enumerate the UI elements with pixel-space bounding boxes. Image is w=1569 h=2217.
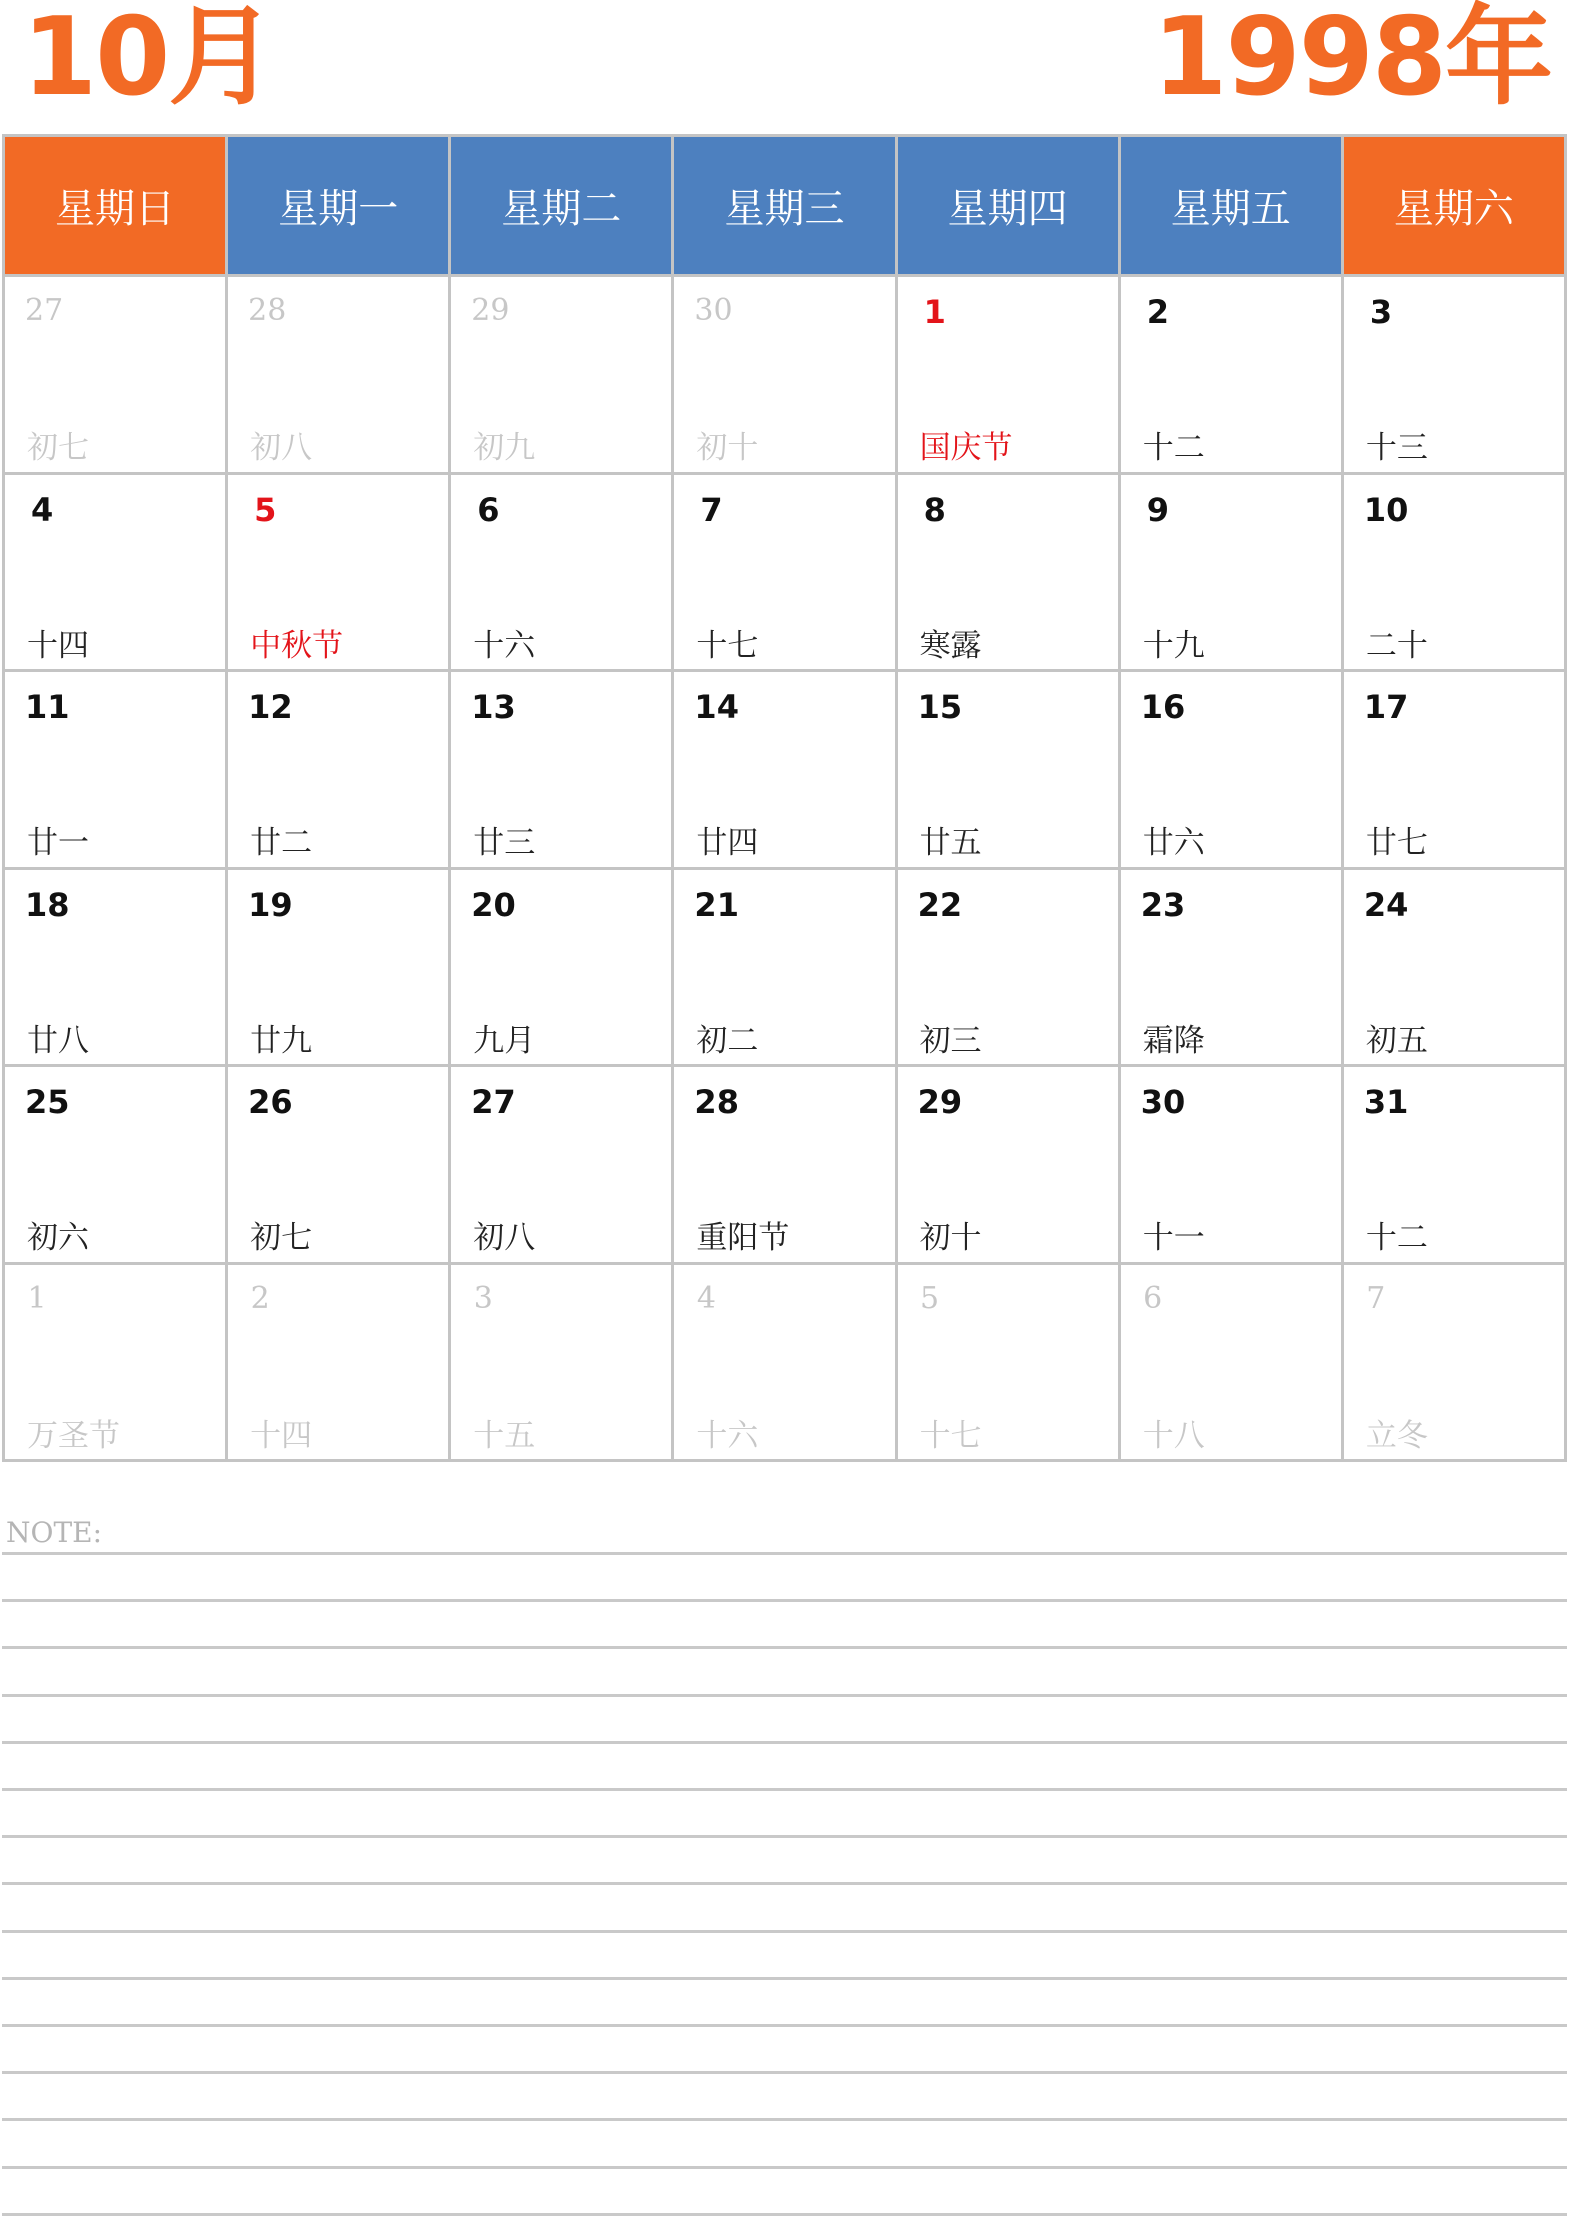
day-cell[interactable] <box>674 475 894 670</box>
day-number: 6 <box>477 490 500 529</box>
note-line <box>2 1788 1567 1791</box>
lunar-date: 廿七 <box>1365 825 1428 862</box>
lunar-date: 二十 <box>1365 627 1428 664</box>
day-cell[interactable] <box>5 475 225 670</box>
day-number: 30 <box>694 293 733 328</box>
note-line <box>2 2024 1567 2027</box>
note-line <box>2 1741 1567 1744</box>
weekday-header: 星期五 <box>1121 137 1341 274</box>
day-cell[interactable] <box>228 672 448 867</box>
day-number: 8 <box>923 490 946 529</box>
day-cell[interactable] <box>1344 870 1564 1065</box>
day-number: 10 <box>1363 490 1409 529</box>
day-cell[interactable] <box>451 870 671 1065</box>
day-cell[interactable] <box>451 475 671 670</box>
calendar-grid <box>2 134 1567 1462</box>
day-cell[interactable] <box>1121 1265 1341 1460</box>
day-number: 2 <box>1146 293 1169 331</box>
day-number: 1 <box>923 293 946 331</box>
day-number: 1 <box>27 1280 47 1316</box>
lunar-date: 初六 <box>27 1220 89 1257</box>
day-number: 4 <box>31 490 54 529</box>
day-number: 23 <box>1140 885 1186 924</box>
weekday-header: 星期三 <box>674 137 894 274</box>
day-number: 22 <box>917 885 963 924</box>
weekday-header: 星期六 <box>1344 137 1564 274</box>
lunar-date: 廿五 <box>919 825 982 862</box>
lunar-date: 初十 <box>696 430 759 467</box>
day-cell[interactable] <box>1344 277 1564 472</box>
lunar-date: 廿八 <box>27 1022 89 1059</box>
lunar-date: 初三 <box>919 1022 982 1059</box>
lunar-date: 十七 <box>919 1417 982 1454</box>
day-cell[interactable] <box>1344 672 1564 867</box>
note-line <box>2 1882 1567 1885</box>
day-cell[interactable] <box>1121 870 1341 1065</box>
day-cell[interactable] <box>451 672 671 867</box>
lunar-date: 十八 <box>1142 1417 1205 1454</box>
day-number: 25 <box>25 1083 70 1121</box>
day-cell[interactable] <box>1121 277 1341 472</box>
note-line <box>2 2118 1567 2121</box>
day-number: 28 <box>694 1083 739 1121</box>
day-cell[interactable] <box>674 1067 894 1262</box>
lunar-date: 初五 <box>1365 1022 1428 1059</box>
day-cell[interactable] <box>228 277 448 472</box>
note-line <box>2 1977 1567 1980</box>
day-cell[interactable] <box>898 672 1118 867</box>
lunar-date: 廿二 <box>250 825 313 862</box>
lunar-date: 十九 <box>1142 627 1205 664</box>
lunar-date: 初七 <box>27 430 89 467</box>
day-cell[interactable] <box>1121 475 1341 670</box>
day-cell[interactable] <box>1344 1067 1564 1262</box>
note-line <box>2 2166 1567 2169</box>
day-cell[interactable] <box>1344 475 1564 670</box>
day-number: 26 <box>248 1083 293 1121</box>
lunar-date: 十三 <box>1365 430 1428 467</box>
day-cell[interactable] <box>1121 1067 1341 1262</box>
holiday-label: 国庆节 <box>919 430 1013 467</box>
lunar-date: 十二 <box>1365 1220 1428 1257</box>
month-title: 10月 <box>22 0 275 120</box>
day-number: 13 <box>471 688 516 726</box>
lunar-date: 廿四 <box>696 825 759 862</box>
day-cell[interactable] <box>228 870 448 1065</box>
day-cell[interactable] <box>228 1067 448 1262</box>
day-cell[interactable] <box>5 277 225 472</box>
day-number: 15 <box>917 688 963 726</box>
day-number: 18 <box>25 885 70 924</box>
day-number: 28 <box>248 293 287 328</box>
lunar-date: 十二 <box>1142 430 1205 467</box>
day-cell[interactable] <box>451 1067 671 1262</box>
lunar-date: 立冬 <box>1365 1417 1428 1454</box>
weekday-header: 星期一 <box>228 137 448 274</box>
lunar-date: 十四 <box>27 627 89 664</box>
day-cell[interactable] <box>5 870 225 1065</box>
lunar-date: 初八 <box>250 430 313 467</box>
day-number: 24 <box>1363 885 1409 924</box>
day-cell[interactable] <box>674 277 894 472</box>
lunar-date: 十六 <box>696 1417 759 1454</box>
day-number: 6 <box>1143 1280 1163 1316</box>
note-line <box>2 2213 1567 2216</box>
lunar-date: 霜降 <box>1142 1022 1205 1059</box>
lunar-date: 十五 <box>473 1417 536 1454</box>
note-line <box>2 1930 1567 1933</box>
day-number: 7 <box>700 490 723 529</box>
note-line <box>2 1835 1567 1838</box>
day-cell[interactable] <box>898 870 1118 1065</box>
weekday-header: 星期二 <box>451 137 671 274</box>
lunar-date: 十六 <box>473 627 536 664</box>
day-cell[interactable] <box>898 1067 1118 1262</box>
lunar-date: 十七 <box>696 627 759 664</box>
day-number: 19 <box>248 885 293 924</box>
day-number: 2 <box>250 1280 270 1316</box>
note-line <box>2 1599 1567 1602</box>
weekday-header: 星期四 <box>898 137 1118 274</box>
day-number: 11 <box>25 688 70 726</box>
day-number: 29 <box>917 1083 963 1121</box>
day-cell[interactable] <box>5 672 225 867</box>
day-number: 5 <box>920 1280 940 1316</box>
day-number: 5 <box>254 490 277 529</box>
day-cell[interactable] <box>5 1265 225 1460</box>
lunar-date: 寒露 <box>919 627 982 664</box>
lunar-date: 初八 <box>473 1220 536 1257</box>
day-number: 17 <box>1363 688 1409 726</box>
note-line <box>2 1694 1567 1697</box>
day-number: 12 <box>248 688 293 726</box>
lunar-date: 十四 <box>250 1417 313 1454</box>
year-title: 1998年 <box>1152 0 1551 120</box>
day-number: 3 <box>473 1280 493 1316</box>
day-number: 31 <box>1363 1083 1409 1121</box>
lunar-date: 廿九 <box>250 1022 313 1059</box>
note-line <box>2 2071 1567 2074</box>
lunar-date: 初九 <box>473 430 536 467</box>
day-number: 14 <box>694 688 739 726</box>
note-label: NOTE: <box>6 1516 103 1549</box>
day-number: 4 <box>696 1280 716 1316</box>
day-cell[interactable] <box>451 277 671 472</box>
day-cell[interactable] <box>228 1265 448 1460</box>
day-cell[interactable] <box>898 1265 1118 1460</box>
day-number: 20 <box>471 885 516 924</box>
day-number: 21 <box>694 885 739 924</box>
lunar-date: 初十 <box>919 1220 982 1257</box>
day-cell[interactable] <box>1344 1265 1564 1460</box>
weekday-header: 星期日 <box>5 137 225 274</box>
lunar-date: 廿六 <box>1142 825 1205 862</box>
day-number: 9 <box>1146 490 1169 529</box>
day-cell[interactable] <box>674 870 894 1065</box>
day-number: 3 <box>1369 293 1393 331</box>
note-line <box>2 1552 1567 1555</box>
lunar-date: 初七 <box>250 1220 313 1257</box>
day-cell[interactable] <box>5 1067 225 1262</box>
day-number: 16 <box>1140 688 1186 726</box>
note-line <box>2 1646 1567 1649</box>
day-cell[interactable] <box>1121 672 1341 867</box>
day-number: 27 <box>25 293 64 328</box>
day-cell[interactable] <box>674 1265 894 1460</box>
day-number: 30 <box>1140 1083 1186 1121</box>
day-number: 29 <box>471 293 510 328</box>
lunar-date: 万圣节 <box>27 1417 120 1454</box>
day-cell[interactable] <box>451 1265 671 1460</box>
lunar-date: 重阳节 <box>696 1220 790 1257</box>
day-cell[interactable] <box>228 475 448 670</box>
holiday-label: 中秋节 <box>250 627 344 664</box>
lunar-date: 十一 <box>1142 1220 1205 1257</box>
lunar-date: 廿三 <box>473 825 536 862</box>
day-cell[interactable] <box>898 475 1118 670</box>
lunar-date: 廿一 <box>27 825 89 862</box>
lunar-date: 九月 <box>473 1022 536 1059</box>
day-cell[interactable] <box>898 277 1118 472</box>
day-number: 27 <box>471 1083 516 1121</box>
day-number: 7 <box>1366 1280 1386 1316</box>
lunar-date: 初二 <box>696 1022 759 1059</box>
day-cell[interactable] <box>674 672 894 867</box>
